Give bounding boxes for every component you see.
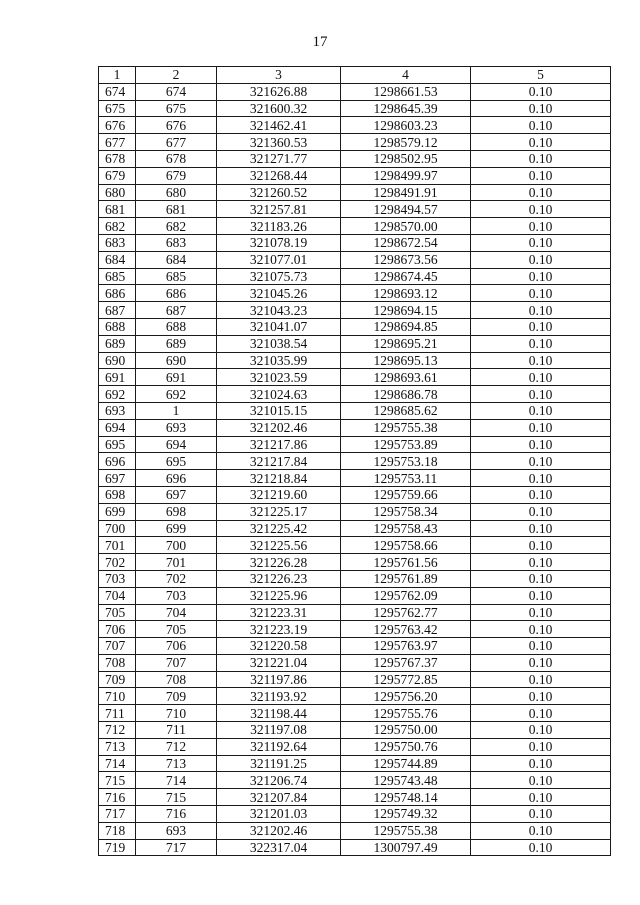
cell-point-number: 693 bbox=[99, 402, 136, 419]
column-header-4: 4 bbox=[341, 67, 471, 84]
cell-x-coordinate: 321223.19 bbox=[217, 621, 341, 638]
cell-node-number: 691 bbox=[136, 369, 217, 386]
cell-x-coordinate: 321260.52 bbox=[217, 184, 341, 201]
cell-point-number: 704 bbox=[99, 587, 136, 604]
cell-x-coordinate: 321225.17 bbox=[217, 503, 341, 520]
cell-point-number: 712 bbox=[99, 722, 136, 739]
cell-y-coordinate: 1298673.56 bbox=[341, 251, 471, 268]
cell-y-coordinate: 1298685.62 bbox=[341, 402, 471, 419]
cell-tolerance: 0.10 bbox=[471, 201, 611, 218]
cell-tolerance: 0.10 bbox=[471, 486, 611, 503]
cell-y-coordinate: 1295749.32 bbox=[341, 806, 471, 823]
cell-y-coordinate: 1295755.38 bbox=[341, 419, 471, 436]
cell-tolerance: 0.10 bbox=[471, 503, 611, 520]
cell-y-coordinate: 1295758.43 bbox=[341, 520, 471, 537]
table-row bbox=[99, 705, 611, 722]
cell-x-coordinate: 321223.31 bbox=[217, 604, 341, 621]
cell-tolerance: 0.10 bbox=[471, 604, 611, 621]
cell-x-coordinate: 321225.42 bbox=[217, 520, 341, 537]
table-row bbox=[99, 268, 611, 285]
cell-y-coordinate: 1298499.97 bbox=[341, 167, 471, 184]
cell-node-number: 710 bbox=[136, 705, 217, 722]
cell-y-coordinate: 1295753.89 bbox=[341, 436, 471, 453]
cell-tolerance: 0.10 bbox=[471, 184, 611, 201]
cell-x-coordinate: 321600.32 bbox=[217, 100, 341, 117]
cell-x-coordinate: 321191.25 bbox=[217, 755, 341, 772]
cell-node-number: 674 bbox=[136, 83, 217, 100]
cell-tolerance: 0.10 bbox=[471, 369, 611, 386]
cell-point-number: 692 bbox=[99, 386, 136, 403]
cell-node-number: 697 bbox=[136, 486, 217, 503]
cell-node-number: 690 bbox=[136, 352, 217, 369]
cell-y-coordinate: 1300797.49 bbox=[341, 839, 471, 856]
cell-x-coordinate: 321075.73 bbox=[217, 268, 341, 285]
cell-tolerance: 0.10 bbox=[471, 738, 611, 755]
cell-tolerance: 0.10 bbox=[471, 134, 611, 151]
cell-x-coordinate: 321015.15 bbox=[217, 402, 341, 419]
cell-tolerance: 0.10 bbox=[471, 755, 611, 772]
table-row bbox=[99, 369, 611, 386]
table-row bbox=[99, 167, 611, 184]
cell-y-coordinate: 1295763.42 bbox=[341, 621, 471, 638]
cell-y-coordinate: 1295762.77 bbox=[341, 604, 471, 621]
cell-point-number: 717 bbox=[99, 806, 136, 823]
cell-y-coordinate: 1298674.45 bbox=[341, 268, 471, 285]
cell-point-number: 697 bbox=[99, 470, 136, 487]
cell-x-coordinate: 321626.88 bbox=[217, 83, 341, 100]
cell-x-coordinate: 321201.03 bbox=[217, 806, 341, 823]
cell-node-number: 683 bbox=[136, 234, 217, 251]
cell-x-coordinate: 321197.86 bbox=[217, 671, 341, 688]
cell-point-number: 715 bbox=[99, 772, 136, 789]
cell-tolerance: 0.10 bbox=[471, 386, 611, 403]
cell-node-number: 700 bbox=[136, 537, 217, 554]
cell-tolerance: 0.10 bbox=[471, 671, 611, 688]
cell-x-coordinate: 321207.84 bbox=[217, 789, 341, 806]
cell-x-coordinate: 321226.23 bbox=[217, 570, 341, 587]
cell-y-coordinate: 1295758.66 bbox=[341, 537, 471, 554]
cell-x-coordinate: 321198.44 bbox=[217, 705, 341, 722]
cell-tolerance: 0.10 bbox=[471, 470, 611, 487]
cell-x-coordinate: 321217.84 bbox=[217, 453, 341, 470]
cell-node-number: 702 bbox=[136, 570, 217, 587]
cell-point-number: 691 bbox=[99, 369, 136, 386]
table-row bbox=[99, 654, 611, 671]
cell-node-number: 685 bbox=[136, 268, 217, 285]
cell-point-number: 674 bbox=[99, 83, 136, 100]
table-row bbox=[99, 83, 611, 100]
cell-node-number: 675 bbox=[136, 100, 217, 117]
table-row bbox=[99, 251, 611, 268]
table-row bbox=[99, 184, 611, 201]
cell-y-coordinate: 1298603.23 bbox=[341, 117, 471, 134]
table-row bbox=[99, 134, 611, 151]
table-row bbox=[99, 335, 611, 352]
cell-y-coordinate: 1295755.38 bbox=[341, 822, 471, 839]
cell-y-coordinate: 1295761.89 bbox=[341, 570, 471, 587]
table-row bbox=[99, 402, 611, 419]
table-row bbox=[99, 503, 611, 520]
cell-tolerance: 0.10 bbox=[471, 268, 611, 285]
cell-point-number: 719 bbox=[99, 839, 136, 856]
cell-y-coordinate: 1298695.21 bbox=[341, 335, 471, 352]
cell-x-coordinate: 321226.28 bbox=[217, 554, 341, 571]
cell-point-number: 683 bbox=[99, 234, 136, 251]
cell-node-number: 688 bbox=[136, 318, 217, 335]
table-row bbox=[99, 100, 611, 117]
cell-point-number: 677 bbox=[99, 134, 136, 151]
cell-y-coordinate: 1298693.61 bbox=[341, 369, 471, 386]
table-row bbox=[99, 839, 611, 856]
cell-point-number: 688 bbox=[99, 318, 136, 335]
cell-x-coordinate: 321271.77 bbox=[217, 150, 341, 167]
cell-y-coordinate: 1298645.39 bbox=[341, 100, 471, 117]
table-row bbox=[99, 570, 611, 587]
table-row bbox=[99, 520, 611, 537]
cell-tolerance: 0.10 bbox=[471, 587, 611, 604]
cell-tolerance: 0.10 bbox=[471, 352, 611, 369]
cell-x-coordinate: 322317.04 bbox=[217, 839, 341, 856]
cell-point-number: 687 bbox=[99, 302, 136, 319]
cell-x-coordinate: 321183.26 bbox=[217, 218, 341, 235]
cell-node-number: 1 bbox=[136, 402, 217, 419]
cell-point-number: 706 bbox=[99, 621, 136, 638]
table-row bbox=[99, 318, 611, 335]
cell-node-number: 680 bbox=[136, 184, 217, 201]
table-row bbox=[99, 688, 611, 705]
cell-node-number: 709 bbox=[136, 688, 217, 705]
cell-tolerance: 0.10 bbox=[471, 554, 611, 571]
cell-point-number: 681 bbox=[99, 201, 136, 218]
cell-x-coordinate: 321192.64 bbox=[217, 738, 341, 755]
cell-node-number: 699 bbox=[136, 520, 217, 537]
table-row bbox=[99, 755, 611, 772]
cell-point-number: 689 bbox=[99, 335, 136, 352]
cell-tolerance: 0.10 bbox=[471, 436, 611, 453]
cell-x-coordinate: 321045.26 bbox=[217, 285, 341, 302]
cell-node-number: 714 bbox=[136, 772, 217, 789]
column-header-2: 2 bbox=[136, 67, 217, 84]
cell-node-number: 689 bbox=[136, 335, 217, 352]
cell-point-number: 710 bbox=[99, 688, 136, 705]
cell-tolerance: 0.10 bbox=[471, 402, 611, 419]
column-header-5: 5 bbox=[471, 67, 611, 84]
cell-point-number: 699 bbox=[99, 503, 136, 520]
table-row bbox=[99, 486, 611, 503]
cell-tolerance: 0.10 bbox=[471, 453, 611, 470]
cell-point-number: 686 bbox=[99, 285, 136, 302]
cell-tolerance: 0.10 bbox=[471, 839, 611, 856]
cell-node-number: 717 bbox=[136, 839, 217, 856]
table-row bbox=[99, 386, 611, 403]
cell-x-coordinate: 321197.08 bbox=[217, 722, 341, 739]
table-row bbox=[99, 772, 611, 789]
cell-node-number: 708 bbox=[136, 671, 217, 688]
cell-x-coordinate: 321221.04 bbox=[217, 654, 341, 671]
cell-point-number: 713 bbox=[99, 738, 136, 755]
cell-x-coordinate: 321202.46 bbox=[217, 419, 341, 436]
cell-node-number: 696 bbox=[136, 470, 217, 487]
table-row bbox=[99, 470, 611, 487]
cell-y-coordinate: 1295743.48 bbox=[341, 772, 471, 789]
cell-y-coordinate: 1295748.14 bbox=[341, 789, 471, 806]
cell-x-coordinate: 321206.74 bbox=[217, 772, 341, 789]
cell-node-number: 705 bbox=[136, 621, 217, 638]
cell-x-coordinate: 321360.53 bbox=[217, 134, 341, 151]
cell-y-coordinate: 1298694.85 bbox=[341, 318, 471, 335]
cell-node-number: 716 bbox=[136, 806, 217, 823]
cell-y-coordinate: 1295772.85 bbox=[341, 671, 471, 688]
cell-y-coordinate: 1298494.57 bbox=[341, 201, 471, 218]
cell-node-number: 703 bbox=[136, 587, 217, 604]
cell-tolerance: 0.10 bbox=[471, 117, 611, 134]
cell-x-coordinate: 321219.60 bbox=[217, 486, 341, 503]
column-header-3: 3 bbox=[217, 67, 341, 84]
cell-y-coordinate: 1295750.00 bbox=[341, 722, 471, 739]
cell-y-coordinate: 1295753.18 bbox=[341, 453, 471, 470]
table-row bbox=[99, 554, 611, 571]
cell-node-number: 693 bbox=[136, 419, 217, 436]
cell-node-number: 687 bbox=[136, 302, 217, 319]
cell-node-number: 713 bbox=[136, 755, 217, 772]
cell-point-number: 705 bbox=[99, 604, 136, 621]
cell-point-number: 690 bbox=[99, 352, 136, 369]
cell-y-coordinate: 1295761.56 bbox=[341, 554, 471, 571]
cell-node-number: 701 bbox=[136, 554, 217, 571]
cell-tolerance: 0.10 bbox=[471, 100, 611, 117]
table-body bbox=[99, 83, 611, 856]
table-row bbox=[99, 436, 611, 453]
table-row bbox=[99, 201, 611, 218]
cell-y-coordinate: 1295755.76 bbox=[341, 705, 471, 722]
cell-point-number: 685 bbox=[99, 268, 136, 285]
table-row bbox=[99, 789, 611, 806]
cell-node-number: 677 bbox=[136, 134, 217, 151]
cell-point-number: 675 bbox=[99, 100, 136, 117]
cell-y-coordinate: 1298661.53 bbox=[341, 83, 471, 100]
column-header-1: 1 bbox=[99, 67, 136, 84]
table-row bbox=[99, 234, 611, 251]
cell-point-number: 702 bbox=[99, 554, 136, 571]
cell-point-number: 696 bbox=[99, 453, 136, 470]
cell-x-coordinate: 321257.81 bbox=[217, 201, 341, 218]
cell-x-coordinate: 321043.23 bbox=[217, 302, 341, 319]
cell-y-coordinate: 1295756.20 bbox=[341, 688, 471, 705]
cell-tolerance: 0.10 bbox=[471, 167, 611, 184]
table-row bbox=[99, 722, 611, 739]
cell-tolerance: 0.10 bbox=[471, 335, 611, 352]
table-row bbox=[99, 352, 611, 369]
cell-point-number: 679 bbox=[99, 167, 136, 184]
table-row bbox=[99, 638, 611, 655]
table-row bbox=[99, 419, 611, 436]
cell-tolerance: 0.10 bbox=[471, 251, 611, 268]
cell-node-number: 711 bbox=[136, 722, 217, 739]
cell-point-number: 709 bbox=[99, 671, 136, 688]
cell-x-coordinate: 321217.86 bbox=[217, 436, 341, 453]
table-row bbox=[99, 302, 611, 319]
cell-node-number: 707 bbox=[136, 654, 217, 671]
cell-tolerance: 0.10 bbox=[471, 285, 611, 302]
cell-point-number: 694 bbox=[99, 419, 136, 436]
cell-x-coordinate: 321077.01 bbox=[217, 251, 341, 268]
cell-node-number: 698 bbox=[136, 503, 217, 520]
table-row bbox=[99, 822, 611, 839]
cell-point-number: 701 bbox=[99, 537, 136, 554]
table-row bbox=[99, 117, 611, 134]
table-header-row bbox=[99, 67, 611, 84]
cell-y-coordinate: 1298579.12 bbox=[341, 134, 471, 151]
cell-y-coordinate: 1295763.97 bbox=[341, 638, 471, 655]
cell-point-number: 700 bbox=[99, 520, 136, 537]
cell-y-coordinate: 1298502.95 bbox=[341, 150, 471, 167]
cell-node-number: 695 bbox=[136, 453, 217, 470]
cell-point-number: 678 bbox=[99, 150, 136, 167]
cell-tolerance: 0.10 bbox=[471, 318, 611, 335]
cell-node-number: 686 bbox=[136, 285, 217, 302]
cell-tolerance: 0.10 bbox=[471, 789, 611, 806]
cell-y-coordinate: 1295762.09 bbox=[341, 587, 471, 604]
cell-tolerance: 0.10 bbox=[471, 218, 611, 235]
cell-node-number: 681 bbox=[136, 201, 217, 218]
cell-node-number: 679 bbox=[136, 167, 217, 184]
cell-node-number: 704 bbox=[136, 604, 217, 621]
cell-x-coordinate: 321462.41 bbox=[217, 117, 341, 134]
table-row bbox=[99, 671, 611, 688]
cell-point-number: 682 bbox=[99, 218, 136, 235]
cell-x-coordinate: 321023.59 bbox=[217, 369, 341, 386]
cell-x-coordinate: 321035.99 bbox=[217, 352, 341, 369]
cell-tolerance: 0.10 bbox=[471, 302, 611, 319]
cell-x-coordinate: 321225.96 bbox=[217, 587, 341, 604]
cell-x-coordinate: 321220.58 bbox=[217, 638, 341, 655]
cell-y-coordinate: 1295750.76 bbox=[341, 738, 471, 755]
coordinates-table bbox=[98, 66, 611, 856]
table-row bbox=[99, 621, 611, 638]
table-row bbox=[99, 453, 611, 470]
cell-point-number: 695 bbox=[99, 436, 136, 453]
cell-point-number: 718 bbox=[99, 822, 136, 839]
table-row bbox=[99, 150, 611, 167]
cell-node-number: 692 bbox=[136, 386, 217, 403]
cell-node-number: 693 bbox=[136, 822, 217, 839]
cell-point-number: 708 bbox=[99, 654, 136, 671]
cell-y-coordinate: 1298686.78 bbox=[341, 386, 471, 403]
cell-node-number: 684 bbox=[136, 251, 217, 268]
cell-tolerance: 0.10 bbox=[471, 822, 611, 839]
table-row bbox=[99, 537, 611, 554]
cell-tolerance: 0.10 bbox=[471, 806, 611, 823]
cell-point-number: 711 bbox=[99, 705, 136, 722]
cell-point-number: 707 bbox=[99, 638, 136, 655]
cell-x-coordinate: 321193.92 bbox=[217, 688, 341, 705]
cell-y-coordinate: 1298695.13 bbox=[341, 352, 471, 369]
cell-y-coordinate: 1295744.89 bbox=[341, 755, 471, 772]
cell-x-coordinate: 321268.44 bbox=[217, 167, 341, 184]
cell-y-coordinate: 1295753.11 bbox=[341, 470, 471, 487]
cell-node-number: 694 bbox=[136, 436, 217, 453]
table-row bbox=[99, 738, 611, 755]
cell-tolerance: 0.10 bbox=[471, 150, 611, 167]
cell-point-number: 680 bbox=[99, 184, 136, 201]
cell-node-number: 676 bbox=[136, 117, 217, 134]
cell-x-coordinate: 321202.46 bbox=[217, 822, 341, 839]
cell-node-number: 712 bbox=[136, 738, 217, 755]
cell-tolerance: 0.10 bbox=[471, 638, 611, 655]
cell-tolerance: 0.10 bbox=[471, 654, 611, 671]
cell-node-number: 682 bbox=[136, 218, 217, 235]
cell-node-number: 706 bbox=[136, 638, 217, 655]
cell-tolerance: 0.10 bbox=[471, 520, 611, 537]
cell-y-coordinate: 1298693.12 bbox=[341, 285, 471, 302]
cell-tolerance: 0.10 bbox=[471, 570, 611, 587]
cell-x-coordinate: 321038.54 bbox=[217, 335, 341, 352]
cell-point-number: 716 bbox=[99, 789, 136, 806]
cell-tolerance: 0.10 bbox=[471, 722, 611, 739]
table-row bbox=[99, 806, 611, 823]
cell-node-number: 678 bbox=[136, 150, 217, 167]
cell-tolerance: 0.10 bbox=[471, 419, 611, 436]
table-row bbox=[99, 604, 611, 621]
table-row bbox=[99, 285, 611, 302]
cell-y-coordinate: 1295759.66 bbox=[341, 486, 471, 503]
cell-x-coordinate: 321024.63 bbox=[217, 386, 341, 403]
cell-point-number: 698 bbox=[99, 486, 136, 503]
cell-point-number: 703 bbox=[99, 570, 136, 587]
cell-y-coordinate: 1295758.34 bbox=[341, 503, 471, 520]
table-row bbox=[99, 218, 611, 235]
cell-x-coordinate: 321225.56 bbox=[217, 537, 341, 554]
cell-node-number: 715 bbox=[136, 789, 217, 806]
cell-point-number: 676 bbox=[99, 117, 136, 134]
cell-x-coordinate: 321041.07 bbox=[217, 318, 341, 335]
cell-y-coordinate: 1298570.00 bbox=[341, 218, 471, 235]
cell-point-number: 714 bbox=[99, 755, 136, 772]
cell-x-coordinate: 321078.19 bbox=[217, 234, 341, 251]
cell-x-coordinate: 321218.84 bbox=[217, 470, 341, 487]
cell-tolerance: 0.10 bbox=[471, 772, 611, 789]
cell-y-coordinate: 1298694.15 bbox=[341, 302, 471, 319]
cell-tolerance: 0.10 bbox=[471, 234, 611, 251]
page-number: 17 bbox=[312, 34, 328, 50]
cell-y-coordinate: 1298491.91 bbox=[341, 184, 471, 201]
cell-tolerance: 0.10 bbox=[471, 705, 611, 722]
cell-tolerance: 0.10 bbox=[471, 537, 611, 554]
cell-y-coordinate: 1298672.54 bbox=[341, 234, 471, 251]
cell-tolerance: 0.10 bbox=[471, 83, 611, 100]
cell-tolerance: 0.10 bbox=[471, 621, 611, 638]
cell-y-coordinate: 1295767.37 bbox=[341, 654, 471, 671]
table-row bbox=[99, 587, 611, 604]
cell-tolerance: 0.10 bbox=[471, 688, 611, 705]
cell-point-number: 684 bbox=[99, 251, 136, 268]
